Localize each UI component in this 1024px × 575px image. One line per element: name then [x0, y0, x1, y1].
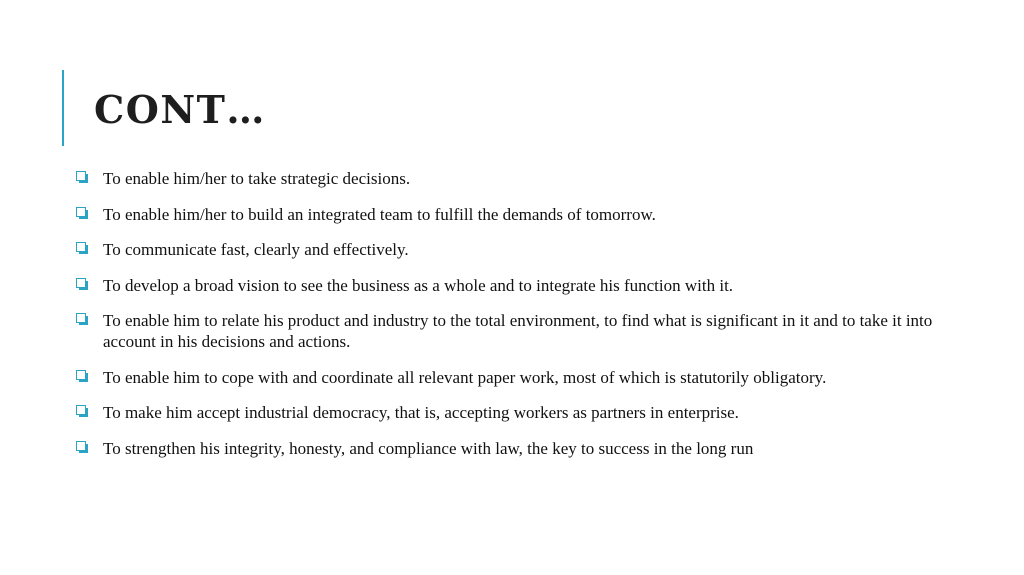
hollow-square-bullet-icon	[76, 278, 88, 290]
bullet-text: To strengthen his integrity, honesty, and compliance with law, the key to success in the long run	[103, 438, 754, 458]
hollow-square-bullet-icon	[76, 207, 88, 219]
bullet-item	[76, 275, 976, 296]
bullet-item	[76, 239, 976, 260]
bullet-text: To communicate fast, clearly and effectively.	[103, 240, 409, 259]
bullet-text: To enable him/her to take strategic decisions.	[103, 169, 411, 188]
hollow-square-bullet-icon	[76, 370, 88, 382]
bullet-item	[76, 367, 976, 388]
bullet-item	[76, 438, 976, 459]
bullet-text: To develop a broad vision to see the business as a whole and to integrate his function with it.	[103, 275, 734, 295]
hollow-square-bullet-icon	[76, 313, 88, 325]
bullet-text: To enable him to cope with and coordinate all relevant paper work, most of which is statutorily obligatory.	[103, 367, 827, 387]
bullet-list	[76, 168, 976, 473]
title-accent-bar	[62, 70, 64, 146]
bullet-text: To make him accept industrial democracy, that is, accepting workers as partners in enterprise.	[103, 403, 739, 422]
hollow-square-bullet-icon	[76, 441, 88, 453]
hollow-square-bullet-icon	[76, 242, 88, 254]
hollow-square-bullet-icon	[76, 171, 88, 183]
hollow-square-bullet-icon	[76, 405, 88, 417]
slide-title: CONT…	[94, 87, 266, 132]
bullet-item	[76, 204, 976, 225]
bullet-text: To enable him to relate his product and industry to the total environment, to find what is significant in it and to take it into account in his decisions and actions.	[103, 311, 933, 351]
bullet-item	[76, 402, 976, 423]
bullet-item	[76, 168, 976, 189]
bullet-text: To enable him/her to build an integrated team to fulfill the demands of tomorrow.	[103, 204, 656, 224]
bullet-item	[76, 310, 976, 352]
